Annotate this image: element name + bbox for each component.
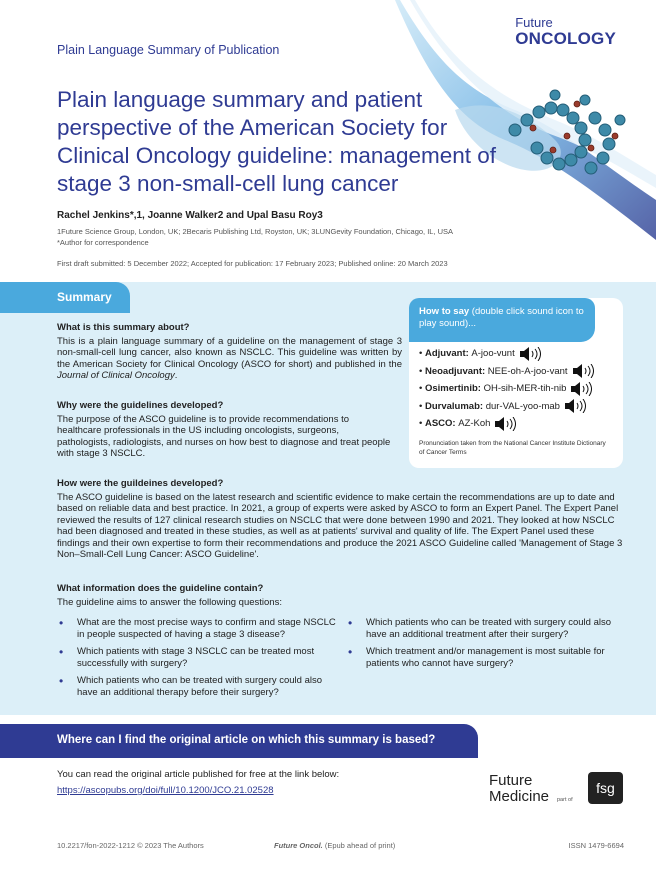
- original-article-text: You can read the original article published for free at the link below:: [57, 769, 340, 780]
- section-heading: What is this summary about?: [57, 322, 190, 333]
- part-of-label: part of: [557, 797, 573, 803]
- affiliation-list: 1Future Science Group, London, UK; 2Becaris Publishing Ltd, Royston, UK; 3LUNGevity Foundation, Chicago, IL, USA: [57, 227, 454, 236]
- pronunciation: NEE-oh-A-joo-vant: [487, 365, 568, 377]
- section-heading: What information does the guideline contain?: [57, 583, 264, 594]
- section-text: The guideline aims to answer the following questions:: [57, 596, 282, 608]
- article-title: Plain language summary and patient perspective of the American Society for Clinical Oncology guideline: management of stage 3 non-small-cell lung cancer: [57, 87, 497, 196]
- journal-logo: [515, 16, 616, 47]
- sound-icon[interactable]: [570, 382, 592, 396]
- sound-icon[interactable]: [564, 399, 586, 413]
- pronunciation: A-joo-vunt: [471, 348, 515, 359]
- pronunciation-item: • Adjuvant: A-joo-vunt: [419, 345, 594, 363]
- publication-type-label: Plain Language Summary of Publication: [57, 43, 280, 57]
- journal-status: (Epub ahead of print): [322, 841, 396, 850]
- how-to-say-bold: How to say: [419, 306, 470, 317]
- term: Durvalumab:: [424, 400, 484, 412]
- logo-line-future: Future: [515, 15, 553, 30]
- journal-abbrev: Future Oncol.: [274, 841, 323, 850]
- section-text: The ASCO guideline is based on the latest research and scientific evidence to make certain the recommendations are up to date and based on reliable data and best practice. In 2021, a group of experts were asked by ASCO to form an Expert Panel. The Expert Panel reviewed the results of 127 clinical research studies on NSCLC that were done between 1990 and 2021. They looked at how NSCLC had been diagnosed and treated in these studies, as well as at patients' survival and quality of life. The Expert Panel used these findings and their own expertise to form their recommendations and produce the 2021 ASCO Guideline called 'Management of Stage 3 Non–Small-Cell Lung Cancer: ASCO Guideline'.: [57, 491, 623, 560]
- logo-line-oncology: ONCOLOGY: [515, 29, 616, 48]
- future-medicine-logo: [489, 773, 549, 805]
- term: Adjuvant:: [424, 348, 469, 359]
- term: ASCO:: [424, 418, 456, 429]
- logo-medicine: Medicine: [489, 788, 550, 805]
- term: Neoadjuvant:: [424, 365, 486, 377]
- how-to-say-rest: (double click sound icon to play sound)...: [419, 306, 584, 329]
- summary-tab-label: Summary: [57, 290, 112, 304]
- term: Osimertinib:: [424, 383, 481, 394]
- fsg-logo: fsg: [588, 772, 623, 804]
- pronunciation-list: [419, 345, 594, 433]
- section-why-developed: [57, 400, 392, 460]
- journal-name: Journal of Clinical Oncology: [57, 370, 175, 381]
- how-to-say-header: [409, 298, 595, 342]
- how-to-say-title: [419, 306, 595, 330]
- footer-journal: [274, 841, 395, 850]
- sound-icon[interactable]: [494, 417, 516, 431]
- publication-dates: First draft submitted: 5 December 2022; Accepted for publication: 17 February 2023; Published online: 20 March 2023: [57, 259, 448, 268]
- summary-tab: [0, 282, 130, 313]
- correspondence-note: *Author for correspondence: [57, 238, 149, 247]
- pronunciation-source: Pronunciation taken from the National Cancer Institute Dictionary of Cancer Terms: [419, 440, 606, 456]
- pronunciation-item: • ASCO: AZ-Koh: [419, 415, 594, 433]
- pronunciation-item: • Durvalumab: dur-VAL-yoo-mab: [419, 398, 594, 416]
- sound-icon[interactable]: [519, 347, 541, 361]
- logo-future: Future: [489, 772, 533, 789]
- question-list-right: [346, 617, 626, 675]
- question-item: • What are the most precise ways to confirm and stage NSCLC in people suspected of having a stage 3 disease?: [57, 617, 337, 641]
- sound-icon[interactable]: [572, 364, 594, 378]
- pronunciation: dur-VAL-yoo-mab: [485, 400, 560, 412]
- pronunciation-item: • Neoadjuvant: NEE-oh-A-joo-vant: [419, 363, 594, 381]
- section-text: [57, 336, 402, 382]
- authors: Rachel Jenkins*,1, Joanne Walker2 and Upal Basu Roy3: [57, 210, 323, 221]
- affiliations: [57, 226, 453, 248]
- text-run: .: [174, 370, 178, 381]
- text-run: This is a plain language summary of a guideline on the management of stage 3 non-small-cell lung cancer, also known as NSCLC. This guideline was written by the American Society for Clinical Oncology (ASCO for short) and published in the: [57, 335, 402, 370]
- original-article-heading: Where can I find the original article on which this summary is based?: [57, 734, 436, 746]
- pronunciation-item: • Osimertinib: OH-sih-MER-tih-nib: [419, 380, 594, 398]
- pronunciation: OH-sih-MER-tih-nib: [483, 383, 567, 394]
- question-item: • Which treatment and/or management is most suitable for patients who cannot have surgery?: [346, 646, 626, 670]
- original-article-banner: [0, 724, 478, 758]
- footer-doi: 10.2217/fon-2022-1212 © 2023 The Authors: [57, 841, 204, 850]
- question-item: • Which patients with stage 3 NSCLC can be treated most successfully with surgery?: [57, 646, 337, 670]
- section-heading: How were the guildeines developed?: [57, 478, 224, 489]
- section-how-developed: [57, 478, 623, 561]
- section-what-about: [57, 322, 402, 382]
- footer-issn: ISSN 1479-6694: [568, 841, 624, 850]
- pronunciation: AZ-Koh: [458, 418, 491, 429]
- original-article-link[interactable]: https://ascopubs.org/doi/full/10.1200/JCO.21.02528: [57, 785, 274, 796]
- question-item: • Which patients who can be treated with surgery could also have an additional therapy before their surgery?: [57, 675, 337, 699]
- section-what-information: [57, 583, 623, 608]
- question-item: • Which patients who can be treated with surgery could also have an additional treatment after their surgery?: [346, 617, 626, 641]
- section-heading: Why were the guidelines developed?: [57, 400, 224, 411]
- question-list-left: [57, 617, 337, 704]
- section-text: The purpose of the ASCO guideline is to provide recommendations to healthcare professionals in the US including oncologists, surgeons, pathologists, radiologists, and nurses on how best to diagnose and treat people with stage 3 NSCLC.: [57, 413, 391, 459]
